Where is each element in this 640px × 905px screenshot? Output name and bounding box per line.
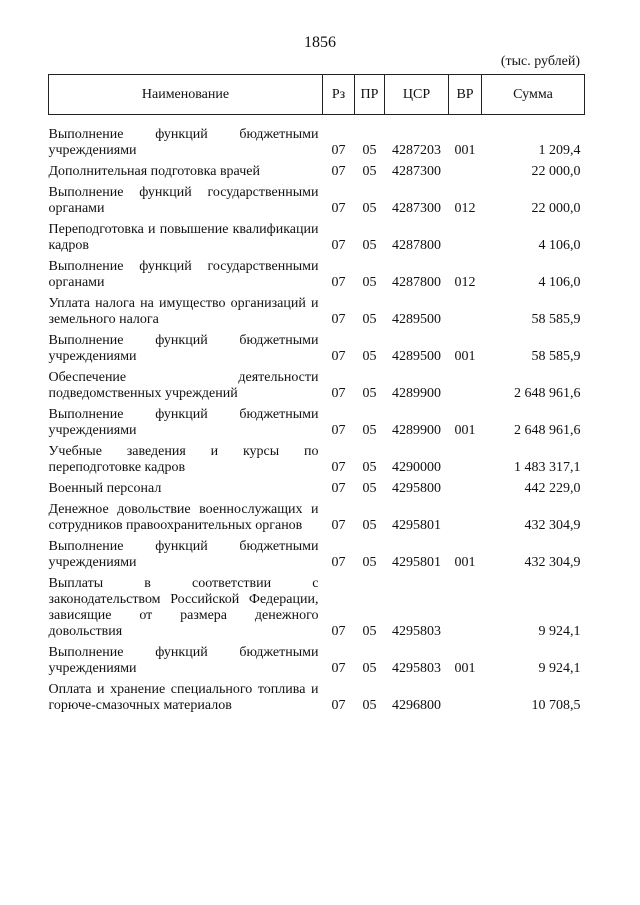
table-row (49, 571, 585, 640)
row-name: Выполнение функций государственными органами (48, 185, 319, 216)
row-sum: 22 000,0 (531, 164, 581, 179)
row-name: Выполнение функций бюджетными учреждениями (48, 333, 319, 364)
row-pr: 05 (362, 164, 377, 179)
row-csr: 4289900 (392, 423, 441, 438)
header-pr: ПР (355, 75, 385, 115)
row-name: Переподготовка и повышение квалификации кадров (48, 222, 319, 253)
row-vr: 012 (454, 275, 476, 290)
row-csr: 4287300 (392, 164, 441, 179)
row-name: Обеспечение деятельности подведомственных учреждений (48, 370, 319, 401)
row-csr: 4289500 (392, 349, 441, 364)
row-name: Выплаты в соответствии с законодательством Российской Федерации, зависящие от размера денежного довольствия (48, 576, 319, 639)
row-sum: 10 708,5 (531, 698, 581, 713)
row-rz: 07 (331, 312, 346, 327)
row-rz: 07 (331, 423, 346, 438)
header-rz: Рз (323, 75, 355, 115)
row-rz: 07 (331, 698, 346, 713)
row-sum: 2 648 961,6 (514, 423, 581, 438)
row-pr: 05 (362, 238, 377, 253)
row-name: Выполнение функций государственными органами (48, 259, 319, 290)
row-sum: 58 585,9 (531, 349, 581, 364)
table-row (49, 180, 585, 217)
row-csr: 4296800 (392, 698, 441, 713)
header-sum: Сумма (482, 75, 585, 115)
header-vr: ВР (449, 75, 482, 115)
row-vr: 001 (454, 143, 476, 158)
row-pr: 05 (362, 698, 377, 713)
row-rz: 07 (331, 661, 346, 676)
row-vr: 001 (454, 349, 476, 364)
row-pr: 05 (362, 661, 377, 676)
header-csr: ЦСР (385, 75, 449, 115)
row-sum: 4 106,0 (538, 238, 581, 253)
row-csr: 4295803 (392, 661, 441, 676)
row-pr: 05 (362, 460, 377, 475)
row-rz: 07 (331, 201, 346, 216)
row-rz: 07 (331, 555, 346, 570)
row-vr: 001 (454, 423, 476, 438)
table-row (49, 402, 585, 439)
row-sum: 22 000,0 (531, 201, 581, 216)
row-csr: 4289900 (392, 386, 441, 401)
row-vr (449, 476, 482, 497)
row-name: Уплата налога на имущество организаций и земельного налога (48, 296, 319, 327)
table-row (49, 328, 585, 365)
header-name: Наименование (49, 75, 323, 115)
row-rz: 07 (331, 624, 346, 639)
row-sum: 4 106,0 (538, 275, 581, 290)
row-csr: 4295800 (392, 481, 441, 496)
row-vr (449, 365, 482, 402)
table-row (49, 115, 585, 160)
row-rz: 07 (331, 460, 346, 475)
row-vr: 001 (454, 661, 476, 676)
row-rz: 07 (331, 349, 346, 364)
table-row (49, 291, 585, 328)
table-header-row (49, 75, 585, 115)
row-vr (449, 497, 482, 534)
table-row (49, 677, 585, 714)
table-row (49, 534, 585, 571)
row-sum: 432 304,9 (524, 555, 581, 570)
row-csr: 4295801 (392, 555, 441, 570)
row-pr: 05 (362, 349, 377, 364)
row-rz: 07 (331, 386, 346, 401)
row-csr: 4287203 (392, 143, 441, 158)
row-pr: 05 (362, 143, 377, 158)
budget-table (48, 74, 585, 714)
row-csr: 4289500 (392, 312, 441, 327)
row-vr (449, 291, 482, 328)
row-pr: 05 (362, 201, 377, 216)
row-pr: 05 (362, 386, 377, 401)
row-name: Выполнение функций бюджетными учреждениями (48, 127, 319, 158)
row-csr: 4287300 (392, 201, 441, 216)
table-row (49, 217, 585, 254)
row-pr: 05 (362, 312, 377, 327)
table-row (49, 365, 585, 402)
row-vr: 001 (454, 555, 476, 570)
row-pr: 05 (362, 275, 377, 290)
row-vr (449, 159, 482, 180)
row-csr: 4290000 (392, 460, 441, 475)
row-name: Оплата и хранение специального топлива и горюче-смазочных материалов (48, 682, 319, 713)
row-vr (449, 571, 482, 640)
row-vr (449, 677, 482, 714)
row-pr: 05 (362, 423, 377, 438)
row-sum: 58 585,9 (531, 312, 581, 327)
row-rz: 07 (331, 275, 346, 290)
row-pr: 05 (362, 624, 377, 639)
row-rz: 07 (331, 481, 346, 496)
row-pr: 05 (362, 481, 377, 496)
row-name: Выполнение функций бюджетными учреждениями (48, 645, 319, 676)
row-sum: 1 483 317,1 (514, 460, 581, 475)
row-sum: 432 304,9 (524, 518, 581, 533)
row-rz: 07 (331, 143, 346, 158)
row-rz: 07 (331, 164, 346, 179)
row-name: Дополнительная подготовка врачей (48, 164, 260, 179)
row-csr: 4287800 (392, 238, 441, 253)
row-name: Учебные заведения и курсы по переподготовке кадров (48, 444, 319, 475)
table-row (49, 254, 585, 291)
table-row (49, 476, 585, 497)
row-sum: 442 229,0 (524, 481, 581, 496)
row-name: Военный персонал (48, 481, 162, 496)
page-number: 1856 (304, 34, 336, 51)
row-vr: 012 (454, 201, 476, 216)
row-sum: 9 924,1 (538, 661, 581, 676)
row-pr: 05 (362, 555, 377, 570)
row-name: Денежное довольствие военнослужащих и сотрудников правоохранительных органов (48, 502, 319, 533)
table-row (49, 640, 585, 677)
row-sum: 9 924,1 (538, 624, 581, 639)
row-csr: 4295803 (392, 624, 441, 639)
row-vr (449, 439, 482, 476)
row-sum: 2 648 961,6 (514, 386, 581, 401)
row-csr: 4287800 (392, 275, 441, 290)
row-rz: 07 (331, 518, 346, 533)
row-vr (449, 217, 482, 254)
row-name: Выполнение функций бюджетными учреждениями (48, 407, 319, 438)
row-rz: 07 (331, 238, 346, 253)
units-label: (тыс. рублей) (500, 54, 580, 69)
row-pr: 05 (362, 518, 377, 533)
row-sum: 1 209,4 (538, 143, 581, 158)
row-name: Выполнение функций бюджетными учреждениями (48, 539, 319, 570)
table-row (49, 439, 585, 476)
table-row (49, 497, 585, 534)
row-csr: 4295801 (392, 518, 441, 533)
table-row (49, 159, 585, 180)
